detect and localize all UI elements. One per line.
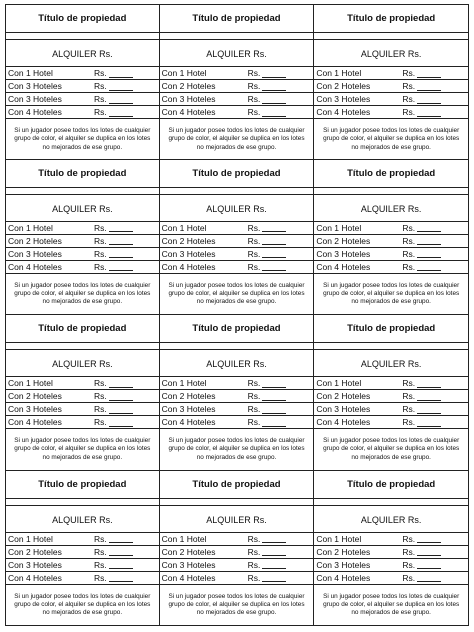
rent-row-currency: Rs. (402, 81, 416, 91)
rent-amount-blank (109, 108, 133, 117)
rent-row (160, 92, 314, 105)
rent-table (314, 221, 468, 274)
rent-row (6, 545, 159, 558)
rent-amount-blank (417, 560, 441, 569)
rent-amount-blank (109, 418, 133, 427)
rent-row (160, 79, 314, 92)
rent-row-currency: Rs. (247, 404, 261, 414)
rent-row-label: Con 1 Hotel (8, 533, 53, 544)
rent-amount-blank (262, 534, 286, 543)
rent-row-label: Con 3 Hoteles (8, 248, 62, 259)
rent-amount-blank (417, 405, 441, 414)
rent-row-label: Con 2 Hoteles (161, 546, 216, 557)
rent-heading: ALQUILER Rs. (52, 49, 113, 59)
rent-heading: ALQUILER Rs. (206, 49, 267, 59)
rent-row (160, 376, 314, 389)
color-band (314, 498, 468, 506)
card-title: Título de propiedad (192, 13, 281, 24)
color-band (160, 342, 314, 350)
rent-amount-blank (417, 108, 441, 117)
property-card (5, 159, 160, 316)
rent-row-label: Con 1 Hotel (161, 68, 207, 78)
rent-amount-blank (262, 405, 286, 414)
color-band (314, 342, 468, 350)
rent-rule-note: Si un jugador posee todos los lotes de cualquier grupo de color, el alquiler se duplica en los lotes no mejorados de ese grupo. (14, 437, 151, 461)
rent-rule-note: Si un jugador posee todos los lotes de cualquier grupo de color, el alquiler se duplica en los lotes no mejorados de ese grupo. (168, 127, 305, 151)
rent-heading: ALQUILER Rs. (52, 203, 113, 214)
rent-row-label: Con 2 Hoteles (8, 235, 62, 246)
rent-amount-blank (262, 249, 286, 258)
property-card (5, 4, 160, 160)
rent-heading: ALQUILER Rs. (360, 359, 422, 369)
rent-heading: ALQUILER Rs. (360, 203, 422, 214)
property-card (159, 4, 315, 160)
rent-row-currency: Rs. (94, 94, 107, 104)
rent-row (6, 66, 159, 79)
rent-row-currency: Rs. (247, 572, 261, 583)
rent-row-currency: Rs. (94, 107, 107, 117)
rent-row (6, 415, 159, 429)
rent-row-currency: Rs. (247, 559, 261, 570)
rent-row-currency: Rs. (94, 222, 107, 233)
card-title: Título de propiedad (347, 478, 436, 490)
color-band (160, 498, 314, 506)
rent-amount-blank (109, 534, 133, 543)
rent-row (314, 571, 468, 585)
color-band (6, 498, 159, 506)
rent-row-currency: Rs. (247, 248, 261, 259)
rent-row (160, 545, 314, 558)
rent-row-label: Con 2 Hoteles (161, 81, 216, 91)
rent-table (314, 66, 468, 119)
rent-amount-blank (417, 379, 441, 388)
rent-amount-blank (109, 69, 133, 78)
card-title: Título de propiedad (38, 167, 127, 179)
rent-row-label: Con 4 Hoteles (316, 261, 371, 272)
rent-row-currency: Rs. (402, 572, 416, 583)
rent-amount-blank (109, 560, 133, 569)
rent-row (314, 389, 468, 402)
rent-row-label: Con 2 Hoteles (316, 81, 371, 91)
rent-heading: ALQUILER Rs. (206, 514, 267, 525)
rent-row-label: Con 1 Hotel (8, 68, 53, 78)
rent-row-currency: Rs. (402, 404, 416, 414)
rent-amount-blank (262, 262, 286, 271)
rent-row-currency: Rs. (94, 378, 107, 388)
property-card-sheet (5, 4, 469, 626)
rent-amount-blank (262, 236, 286, 245)
rent-row (314, 66, 468, 79)
rent-row-label: Con 3 Hoteles (316, 94, 371, 104)
rent-amount-blank (262, 418, 286, 427)
property-card (159, 470, 315, 627)
rent-row-currency: Rs. (94, 572, 107, 583)
rent-row-label: Con 1 Hotel (316, 533, 362, 544)
property-card (5, 470, 160, 627)
rent-rule-note: Si un jugador posee todos los lotes de cualquier grupo de color, el alquiler se duplica en los lotes no mejorados de ese grupo. (168, 592, 305, 617)
rent-table (160, 66, 314, 119)
property-card (313, 314, 469, 471)
rent-row (314, 247, 468, 260)
rent-row-label: Con 3 Hoteles (8, 94, 62, 104)
rent-row (314, 532, 468, 545)
rent-row (6, 558, 159, 571)
rent-table (160, 221, 314, 274)
rent-row-label: Con 2 Hoteles (8, 546, 62, 557)
property-card (313, 4, 469, 160)
rent-row-label: Con 1 Hotel (161, 378, 207, 388)
rent-row-currency: Rs. (247, 235, 261, 246)
rent-row (314, 221, 468, 234)
property-card (5, 314, 160, 471)
color-band (6, 187, 159, 195)
card-title: Título de propiedad (347, 323, 436, 334)
rent-row (314, 234, 468, 247)
rent-row-currency: Rs. (402, 68, 416, 78)
rent-row-label: Con 2 Hoteles (316, 546, 371, 557)
rent-row-currency: Rs. (402, 222, 416, 233)
rent-table (6, 376, 159, 429)
rent-row (6, 105, 159, 119)
rent-amount-blank (262, 547, 286, 556)
rent-row-label: Con 3 Hoteles (161, 248, 216, 259)
rent-amount-blank (417, 262, 441, 271)
rent-row-currency: Rs. (94, 68, 107, 78)
rent-rule-note: Si un jugador posee todos los lotes de cualquier grupo de color, el alquiler se duplica en los lotes no mejorados de ese grupo. (323, 437, 460, 461)
rent-row-currency: Rs. (402, 559, 416, 570)
color-band (314, 32, 468, 40)
rent-row (160, 402, 314, 415)
rent-row (314, 260, 468, 274)
rent-row-currency: Rs. (247, 68, 261, 78)
rent-row-currency: Rs. (402, 248, 416, 259)
rent-rule-note: Si un jugador posee todos los lotes de cualquier grupo de color, el alquiler se duplica en los lotes no mejorados de ese grupo. (323, 592, 460, 617)
rent-row-currency: Rs. (94, 81, 107, 91)
card-title: Título de propiedad (38, 478, 127, 490)
rent-amount-blank (262, 82, 286, 91)
card-title: Título de propiedad (192, 167, 281, 179)
rent-row (160, 66, 314, 79)
rent-amount-blank (109, 547, 133, 556)
rent-row (314, 92, 468, 105)
rent-row-label: Con 4 Hoteles (316, 572, 371, 583)
rent-heading: ALQUILER Rs. (360, 49, 422, 59)
color-band (160, 187, 314, 195)
rent-row-label: Con 3 Hoteles (161, 559, 216, 570)
rent-table (6, 66, 159, 119)
rent-amount-blank (109, 379, 133, 388)
rent-row (160, 247, 314, 260)
rent-amount-blank (109, 223, 133, 232)
rent-row (160, 105, 314, 119)
rent-row-label: Con 4 Hoteles (316, 417, 371, 427)
rent-rule-note: Si un jugador posee todos los lotes de cualquier grupo de color, el alquiler se duplica en los lotes no mejorados de ese grupo. (168, 281, 305, 306)
rent-row (160, 571, 314, 585)
rent-row-label: Con 1 Hotel (161, 533, 207, 544)
rent-row (6, 79, 159, 92)
color-band (314, 187, 468, 195)
rent-rule-note: Si un jugador posee todos los lotes de cualquier grupo de color, el alquiler se duplica en los lotes no mejorados de ese grupo. (14, 281, 151, 306)
property-card (159, 159, 315, 316)
rent-amount-blank (417, 392, 441, 401)
rent-amount-blank (109, 405, 133, 414)
rent-row-currency: Rs. (402, 533, 416, 544)
rent-row-label: Con 3 Hoteles (8, 81, 62, 91)
rent-row-label: Con 2 Hoteles (316, 391, 371, 401)
rent-row (314, 558, 468, 571)
card-title: Título de propiedad (347, 167, 436, 179)
rent-amount-blank (262, 560, 286, 569)
rent-amount-blank (262, 573, 286, 582)
rent-row (160, 260, 314, 274)
rent-row-currency: Rs. (402, 107, 416, 117)
rent-row-currency: Rs. (94, 391, 107, 401)
rent-row-label: Con 4 Hoteles (8, 261, 62, 272)
rent-row-currency: Rs. (402, 417, 416, 427)
rent-row-label: Con 4 Hoteles (161, 572, 216, 583)
rent-row (314, 79, 468, 92)
rent-row-currency: Rs. (247, 378, 261, 388)
rent-row (6, 532, 159, 545)
rent-rule-note: Si un jugador posee todos los lotes de cualquier grupo de color, el alquiler se duplica en los lotes no mejorados de ese grupo. (14, 127, 151, 151)
rent-table (6, 221, 159, 274)
rent-row-label: Con 1 Hotel (316, 222, 362, 233)
card-title: Título de propiedad (38, 13, 127, 24)
rent-row-currency: Rs. (94, 417, 107, 427)
color-band (6, 32, 159, 40)
rent-row-currency: Rs. (94, 404, 107, 414)
rent-row-currency: Rs. (94, 248, 107, 259)
rent-row (6, 92, 159, 105)
rent-row-currency: Rs. (402, 391, 416, 401)
rent-rule-note: Si un jugador posee todos los lotes de cualquier grupo de color, el alquiler se duplica en los lotes no mejorados de ese grupo. (323, 127, 460, 151)
rent-row-label: Con 3 Hoteles (8, 404, 62, 414)
rent-row (314, 105, 468, 119)
rent-row (160, 415, 314, 429)
rent-row-currency: Rs. (94, 559, 107, 570)
rent-amount-blank (109, 392, 133, 401)
rent-table (314, 376, 468, 429)
rent-row-currency: Rs. (247, 546, 261, 557)
rent-row-label: Con 2 Hoteles (8, 391, 62, 401)
rent-row-label: Con 4 Hoteles (8, 107, 62, 117)
rent-amount-blank (417, 418, 441, 427)
rent-heading: ALQUILER Rs. (206, 203, 267, 214)
rent-amount-blank (262, 379, 286, 388)
rent-row (6, 247, 159, 260)
rent-row-label: Con 4 Hoteles (8, 572, 62, 583)
rent-row-label: Con 3 Hoteles (161, 404, 216, 414)
rent-row-label: Con 1 Hotel (161, 222, 207, 233)
rent-row-label: Con 1 Hotel (316, 68, 362, 78)
rent-row (6, 260, 159, 274)
rent-row-label: Con 1 Hotel (8, 222, 53, 233)
rent-amount-blank (262, 95, 286, 104)
rent-amount-blank (109, 236, 133, 245)
rent-row-currency: Rs. (94, 546, 107, 557)
rent-row-currency: Rs. (402, 94, 416, 104)
color-band (6, 342, 159, 350)
rent-row (160, 532, 314, 545)
rent-table (6, 532, 159, 585)
rent-heading: ALQUILER Rs. (52, 514, 113, 525)
rent-heading: ALQUILER Rs. (206, 359, 267, 369)
rent-row (314, 376, 468, 389)
property-card (159, 314, 315, 471)
rent-row-label: Con 4 Hoteles (161, 107, 216, 117)
rent-amount-blank (417, 547, 441, 556)
rent-row-label: Con 2 Hoteles (316, 235, 371, 246)
rent-row (6, 402, 159, 415)
rent-row-currency: Rs. (247, 81, 261, 91)
rent-row-currency: Rs. (247, 391, 261, 401)
rent-row-label: Con 4 Hoteles (316, 107, 371, 117)
rent-amount-blank (417, 573, 441, 582)
rent-amount-blank (109, 249, 133, 258)
rent-row-label: Con 2 Hoteles (161, 391, 216, 401)
card-title: Título de propiedad (347, 13, 436, 24)
rent-row (314, 402, 468, 415)
rent-rule-note: Si un jugador posee todos los lotes de cualquier grupo de color, el alquiler se duplica en los lotes no mejorados de ese grupo. (14, 592, 151, 617)
rent-row-label: Con 1 Hotel (316, 378, 362, 388)
rent-amount-blank (262, 223, 286, 232)
rent-table (160, 532, 314, 585)
color-band (160, 32, 314, 40)
rent-row-currency: Rs. (402, 378, 416, 388)
rent-amount-blank (109, 262, 133, 271)
rent-amount-blank (109, 82, 133, 91)
rent-row-label: Con 3 Hoteles (316, 248, 371, 259)
rent-row-currency: Rs. (247, 417, 261, 427)
rent-amount-blank (417, 249, 441, 258)
rent-rule-note: Si un jugador posee todos los lotes de cualquier grupo de color, el alquiler se duplica en los lotes no mejorados de ese grupo. (323, 281, 460, 306)
rent-amount-blank (262, 69, 286, 78)
card-title: Título de propiedad (192, 478, 281, 490)
rent-row-label: Con 3 Hoteles (161, 94, 216, 104)
rent-row (160, 389, 314, 402)
rent-row-currency: Rs. (402, 261, 416, 272)
rent-row-currency: Rs. (247, 222, 261, 233)
property-card (313, 159, 469, 316)
rent-table (314, 532, 468, 585)
rent-amount-blank (417, 223, 441, 232)
rent-heading: ALQUILER Rs. (360, 514, 422, 525)
rent-row-label: Con 3 Hoteles (316, 404, 371, 414)
rent-row-label: Con 4 Hoteles (161, 261, 216, 272)
rent-row-currency: Rs. (247, 261, 261, 272)
rent-row (6, 376, 159, 389)
rent-row (314, 545, 468, 558)
rent-row-currency: Rs. (402, 235, 416, 246)
rent-row (6, 221, 159, 234)
rent-row-label: Con 1 Hotel (8, 378, 53, 388)
rent-row-label: Con 4 Hoteles (161, 417, 216, 427)
card-title: Título de propiedad (192, 323, 281, 334)
rent-amount-blank (262, 392, 286, 401)
rent-row-currency: Rs. (247, 533, 261, 544)
card-title: Título de propiedad (38, 323, 127, 334)
rent-row (160, 221, 314, 234)
rent-row-label: Con 2 Hoteles (161, 235, 216, 246)
rent-row (6, 571, 159, 585)
rent-amount-blank (417, 95, 441, 104)
property-card (313, 470, 469, 627)
rent-row (160, 234, 314, 247)
rent-row-currency: Rs. (94, 235, 107, 246)
rent-row-currency: Rs. (247, 94, 261, 104)
rent-row-currency: Rs. (94, 533, 107, 544)
rent-heading: ALQUILER Rs. (52, 359, 113, 369)
rent-row-currency: Rs. (402, 546, 416, 557)
rent-amount-blank (109, 573, 133, 582)
rent-row (160, 558, 314, 571)
rent-amount-blank (417, 82, 441, 91)
rent-row-label: Con 3 Hoteles (316, 559, 371, 570)
rent-rule-note: Si un jugador posee todos los lotes de cualquier grupo de color, el alquiler se duplica en los lotes no mejorados de ese grupo. (168, 437, 305, 461)
rent-amount-blank (262, 108, 286, 117)
rent-row (6, 389, 159, 402)
rent-row-currency: Rs. (247, 107, 261, 117)
rent-amount-blank (417, 534, 441, 543)
rent-row-label: Con 4 Hoteles (8, 417, 62, 427)
rent-row-currency: Rs. (94, 261, 107, 272)
rent-table (160, 376, 314, 429)
rent-amount-blank (109, 95, 133, 104)
rent-amount-blank (417, 236, 441, 245)
rent-amount-blank (417, 69, 441, 78)
rent-row (6, 234, 159, 247)
rent-row-label: Con 3 Hoteles (8, 559, 62, 570)
rent-row (314, 415, 468, 429)
